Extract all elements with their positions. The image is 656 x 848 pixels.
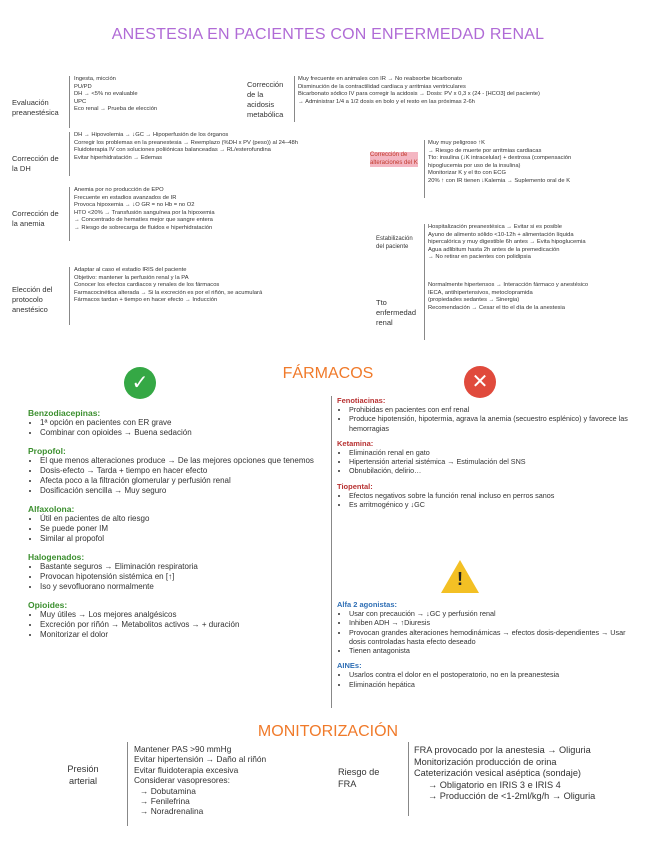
top-left-label: Elección del protocolo anestésico [12,285,53,314]
top-left-line: DH → Hipovolemia → ↓GC → Hipoperfusión de los órganos [74,132,229,138]
monitor-right-line: → Obligatorio en IRIS 3 e IRIS 4 [428,779,561,790]
top-left-line: Fluidoterapia IV con soluciones poliiónicas balanceadas → RL/esterofundina [74,147,271,154]
drug-group-title: Fenotiacinas: [337,396,386,405]
top-left-line: Objetivo: mantener la perfusión renal y la PA [74,274,189,281]
top-right-line: Agua adlibitum hasta 2h antes de la premedicación [428,246,560,253]
drug-group-title: AINEs: [337,661,362,671]
drug-item: • Se puede poner IM [40,524,328,534]
bad-icon: ✕ [464,366,496,398]
monitor-left-line: Evitar fluidoterapia excesiva [134,764,239,775]
drug-items [28,418,328,438]
drug-item: • Usar con precaución → ↓GC y perfusión renal [349,609,637,618]
drug-item: • Similar al propofol [40,534,328,544]
drug-items [28,514,328,544]
top-left-content [74,267,263,305]
drug-items [337,670,637,689]
top-left-line: → Riesgo de sobrecarga de fluidos e hiperhidratación [74,224,213,231]
top-right-line: hipercalórica y muy digestible 6h antes → Evita hipoglucemia [428,239,586,246]
top-left-line: Adaptar al caso el estadio IRIS del paciente [74,267,187,273]
top-right-label: Tto enfermedad renal [376,298,417,327]
drug-group-title: Alfaxolona: [28,504,75,514]
top-left-line: Conocer los efectos cardiacos y renales de los fármacos [74,282,220,289]
top-right-label: Corrección de la acidosis metabólica [247,80,284,119]
drug-group-title: Alfa 2 agonistas: [337,600,398,609]
top-right-line: Hospitalización preanestésica → Evitar si es posible [428,224,563,230]
good-drugs-list [28,408,328,648]
drug-group-title: Propofol: [28,446,66,456]
drug-item: • Usarlos contra el dolor en el postoperatorio, no en la preanestesia [349,670,637,679]
top-left-line: Frecuente en estadios avanzados de IR [74,194,177,201]
warning-mark: ! [457,569,463,589]
caution-drugs-list [337,600,637,695]
top-left-content [74,187,249,233]
top-left-line: HTO <20% → Transfusión sanguínea por la hipoxemia [74,209,215,216]
top-right-line: Recomendación → Cesar el tto el día de la anestesia [428,304,565,311]
drug-item: • Tienen antagonista [349,646,637,655]
top-right-content [428,224,646,262]
drug-item: • Eliminación hepática [349,680,637,689]
top-right-line: IECA, antihipertensivos, metoclopramida [428,289,533,296]
drug-group [28,552,328,592]
top-right-divider [424,140,425,198]
drug-items [337,405,637,433]
farmacos-divider [331,396,332,708]
top-right-line: Disminución de la contractilidad cardiaca y arritmias ventriculares [298,83,466,90]
top-left-line: PU/PD [74,83,92,90]
top-left-line: Ingesta, micción [74,76,116,82]
monitor-left-divider [127,742,128,826]
monitor-left-line: Mantener PAS >90 mmHg [134,744,232,754]
drug-item: • El que menos alteraciones produce → De las mejores opciones que tenemos [40,456,328,466]
top-left-line: DH → <5% no evaluable [74,91,138,98]
top-left-content [74,132,298,162]
top-left-line: Evitar hiperhidratación → Edemas [74,154,162,161]
monitor-right-divider [408,742,409,816]
top-right-line: → Administrar 1/4 a 1/2 dosis en bolo y el resto en las próximas 2-6h [298,98,475,105]
drug-item: • Provocan grandes alteraciones hemodinámicas → efectos dosis-dependientes → Usar dosis controladas hasta efecto deseado [349,628,637,647]
top-right-line: Muy frecuente en animales con IR → No reabsorbe bicarbonato [298,76,463,82]
top-left-divider [69,132,70,176]
drug-group [28,504,328,544]
drug-item: • Excreción por riñón → Metabolitos activos → + duración [40,620,328,630]
monitor-left-label: Presión arterial [67,764,99,786]
monitor-left-content [134,744,334,817]
drug-item: • Útil en pacientes de alto riesgo [40,514,328,524]
top-right-content [298,76,628,106]
drug-group-title: Halogenados: [28,552,85,562]
top-right-line: Ayuno de alimento sólido <10-12h + alimentación líquida [428,231,574,238]
drug-items [28,562,328,592]
drug-item: • Prohibidas en pacientes con enf renal [349,405,637,414]
top-left-content [74,76,249,114]
drug-items [28,456,328,496]
drug-items [337,491,637,510]
drug-item: • Obnubilación, delirio… [349,466,637,475]
monitor-right-content [414,745,654,803]
top-right-label: Estabilización del paciente [376,236,413,250]
top-right-line: 20% ↑ con IR tienen ↓Kalemia → Suplemento oral de K [428,177,571,184]
drug-item: • Efectos negativos sobre la función renal incluso en perros sanos [349,491,637,500]
drug-group [28,600,328,640]
drug-group [337,439,637,476]
drug-group [28,446,328,496]
drug-group [337,396,637,433]
drug-item: • Hipertensión arterial sistémica → Estimulación del SNS [349,457,637,466]
top-left-line: UPC [74,98,87,105]
drug-items [337,448,637,476]
top-left-label: Evaluación preanestésica [12,98,59,117]
drug-group [337,600,637,655]
drug-item: • Iso y sevofluorano normalmente [40,582,328,592]
top-left-label: Corrección de la DH [12,154,59,173]
top-right-line: Bicarbonato sódico IV para corregir la acidosis → Dosis: PV x 0,3 x (24 - [HCO3] del paciente) [298,91,540,98]
monitor-title: MONITORIZACIÓN [257,723,399,740]
monitor-right-line: FRA provocado por la anestesia → Oliguria [414,745,591,755]
bad-drugs-list [337,396,637,515]
top-right-line: Normalmente hipertensos → Interacción fármaco y anestésico [428,282,589,288]
top-right-line: (propiedades sedantes → Sinergia) [428,297,520,304]
top-right-line: → No retirar en pacientes con polidipsia [428,254,531,261]
drug-item: • Es arritmogénico y ↓GC [349,500,637,509]
top-right-label: Corrección de alteraciones del K [370,152,418,166]
drug-item: • Inhiben ADH → ↑Diuresis [349,618,637,627]
drug-item: • Combinar con opioides → Buena sedación [40,428,328,438]
vasopressor-item: → Fenilefrina [140,796,190,807]
top-left-label: Corrección de la anemia [12,209,59,228]
drug-item: • Dosis-efecto → Tarda + tiempo en hacer efecto [40,466,328,476]
drug-group [337,661,637,689]
top-right-content [428,140,646,186]
top-right-content [428,282,646,312]
top-left-divider [69,187,70,241]
farmacos-title: FÁRMACOS [282,365,374,382]
drug-group-title: Ketamina: [337,438,374,448]
monitor-left-line: Considerar vasopresores: [134,775,230,786]
monitor-right-line: → Producción de <1-2ml/kg/h → Oliguria [428,791,596,802]
drug-item: • Produce hipotensión, hipotermia, agrava la anemia (secuestro esplénico) y favorece las hemorragias [349,414,637,433]
drug-item: • Eliminación renal en gato [349,448,637,457]
monitor-right-line: Cateterización vesical aséptica (sondaje) [414,768,581,779]
page-title: ANESTESIA EN PACIENTES CON ENFERMEDAD RENAL [111,26,545,43]
drug-items [337,609,637,655]
vasopressor-item: → Dobutamina [140,785,196,796]
drug-item: • Monitorizar el dolor [40,630,328,640]
drug-group-title: Benzodiacepinas: [28,408,101,418]
monitor-left-line: Evitar hipertensión → Daño al riñón [134,754,267,765]
drug-group [337,482,637,510]
drug-group-title: Opioides: [28,600,68,610]
drug-group-title: Tiopental: [337,481,373,491]
top-left-line: Corregir los problemas en la preanestesia → Reemplazo (%DH x PV (peso)) al 24–48h [74,139,298,146]
top-right-line: Tto: insulina (↓K intracelular) + dextrosa (compensación [428,155,572,162]
drug-items [28,610,328,640]
monitor-right-label: Riesgo de FRA [338,767,380,789]
top-right-divider [294,76,295,122]
drug-item: • Afecta poco a la filtración glomerular y perfusión renal [40,476,328,486]
top-left-divider [69,267,70,325]
drug-item: • Provocan hipotensión sistémica en [↑] [40,572,328,582]
top-left-line: Fármacos tardan + tiempo en hacer efecto → Inducción [74,297,218,304]
top-left-line: Provoca hipoxemia → ↓O GR = no Hb = no O2 [74,202,195,209]
top-left-line: Anemia por no producción de EPO [74,187,164,193]
drug-group [28,408,328,438]
top-right-divider [424,282,425,340]
drug-item: • 1ª opción en pacientes con ER grave [40,418,328,428]
top-left-line: Farmacocinética alterada → Si la excreción es por el riñón, se acumulará [74,289,263,296]
vasopressor-item: → Noradrenalina [140,806,204,817]
top-left-line: Eco renal → Prueba de elección [74,106,158,113]
monitor-right-line: Monitorización producción de orina [414,756,557,767]
top-left-divider [69,76,70,128]
top-right-line: hipoglucemia por uso de la insulina) [428,162,521,169]
top-right-line: Monitorizar K y el tto con ECG [428,170,506,177]
top-right-line: Muy muy peligroso ↑K [428,140,486,146]
drug-item: • Dosificación sencilla → Muy seguro [40,486,328,496]
top-left-line: → Concentrado de hematíes mejor que sangre entera [74,217,213,224]
drug-item: • Bastante seguros → Eliminación respiratoria [40,562,328,572]
top-right-line: → Riesgo de muerte por arritmias cardiacas [428,147,542,154]
top-right-divider [424,224,425,282]
good-icon: ✓ [124,367,156,399]
drug-item: • Muy útiles → Los mejores analgésicos [40,610,328,620]
